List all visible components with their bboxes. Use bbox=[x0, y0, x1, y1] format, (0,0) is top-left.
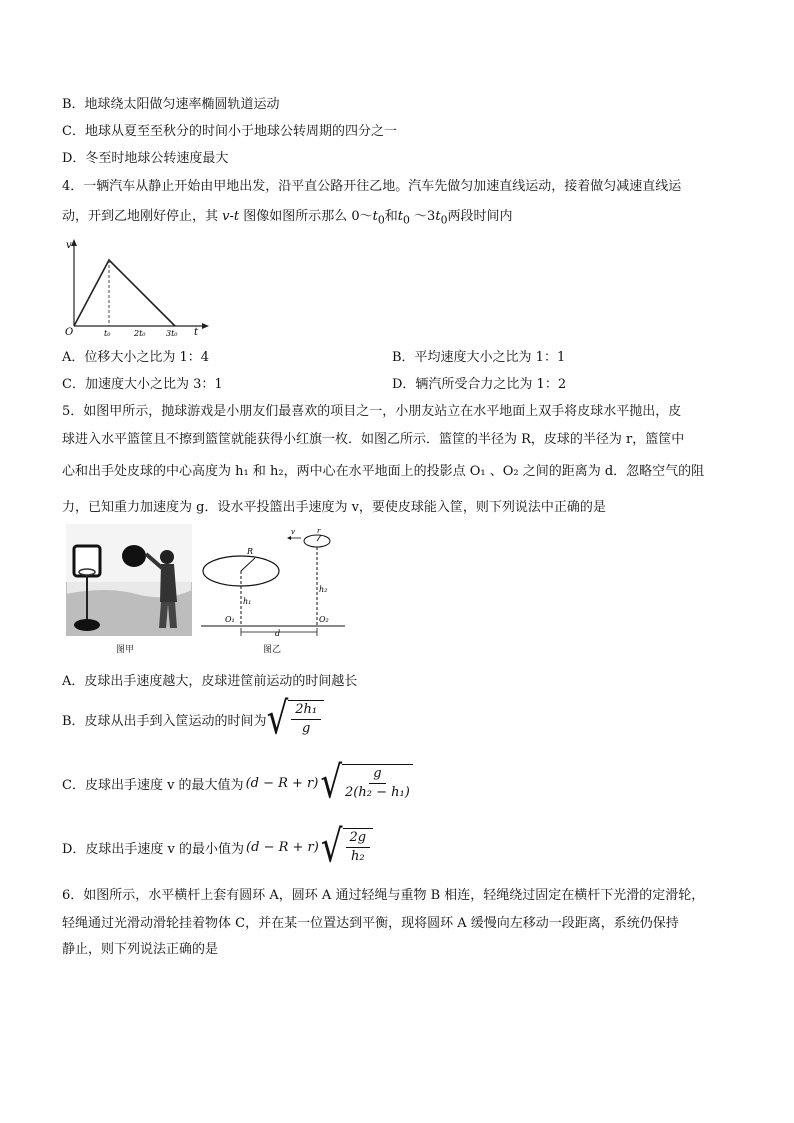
photo-ball bbox=[122, 545, 146, 567]
q4-option-d: D．辆汽所受合力之比为 1：2 bbox=[392, 377, 567, 392]
q4-vt-graph bbox=[62, 238, 212, 338]
q4-stem-line2: 动，开到乙地刚好停止，其 v-t 图像如图所示那么 $0\sim t_0$和$t_0$ $\sim 3t_0$两段时间内 bbox=[62, 209, 513, 227]
photo-base bbox=[74, 619, 100, 631]
q5-stem-line1: 5．如图甲所示，抛球游戏是小朋友们最喜欢的项目之一，小朋友站立在水平地面上双手将皮球水平抛出，皮 bbox=[62, 404, 682, 419]
q4-stem-line1: 4．一辆汽车从静止开始由甲地出发，沿平直公路开往乙地。汽车先做匀加速直线运动，接着做匀减速直线运 bbox=[62, 179, 682, 194]
q5-stem-line4: 力，已知重力加速度为 g．设水平投篮出手速度为 v，要使皮球能入筐，则下列说法中正确的是 bbox=[62, 500, 606, 515]
t-axis-arrow bbox=[202, 323, 209, 329]
q5-photo-figure bbox=[66, 524, 192, 636]
photo-child-head bbox=[160, 550, 174, 564]
q5-stem-line2: 球进入水平篮筐且不擦到篮筐就能获得小红旗一枚．如图乙所示．篮筐的半径为 R，皮球的半径为 r，篮筐中 bbox=[62, 432, 685, 447]
q6-stem-line2: 轻绳通过光滑动滑轮挂着物体 C，并在某一位置达到平衡，现将圆环 A 缓慢向左移动一段距离，系统仍保持 bbox=[62, 916, 679, 931]
q4-option-b: B．平均速度大小之比为 1：1 bbox=[392, 350, 566, 365]
q5-option-d: D．皮球出手速度 v 的最小值为 (d − R + r) √ $\frac{2g}{\text{h₂}}$ bbox=[62, 824, 373, 870]
tick-3t0: 3t₀ bbox=[166, 329, 178, 338]
q5-option-a: A．皮球出手速度越大，皮球进筐前运动的时间越长 bbox=[62, 674, 358, 689]
label-r: r bbox=[317, 527, 321, 535]
fig-label-yi: 图乙 bbox=[263, 645, 282, 655]
q6-stem-line1: 6．如图所示，水平横杆上套有圆环 A，圆环 A 通过轻绳与重物 B 相连，轻绳绕过固定在横杆下光滑的定滑轮， bbox=[62, 888, 705, 903]
label-h1: h₁ bbox=[243, 597, 252, 606]
vt-line bbox=[74, 260, 175, 326]
label-R: R bbox=[247, 547, 254, 556]
q3-option-d: D．冬至时地球公转速度最大 bbox=[62, 151, 229, 166]
sqrt-b: √ $\frac{\text{2h₁}}{g}$ bbox=[267, 700, 325, 738]
q5-option-c: C．皮球出手速度 v 的最大值为 (d − R + r) √ $\frac{g}{\text{2(h₂ − h₁)}}$ bbox=[62, 760, 413, 806]
label-O1: O₁ bbox=[225, 615, 235, 624]
q3-option-c: C．地球从夏至至秋分的时间小于地球公转周期的四分之一 bbox=[62, 124, 397, 139]
ball-radius bbox=[317, 535, 321, 541]
q5-option-b: B．皮球从出手到入筐运动的时间为 √ $\frac{\text{2h₁}}{g}$ bbox=[62, 698, 324, 740]
label-h2: h₂ bbox=[319, 585, 328, 594]
v-label: v bbox=[66, 240, 72, 251]
t-label: t bbox=[194, 327, 199, 338]
fig-label-jia: 图甲 bbox=[116, 645, 135, 655]
photo-backboard bbox=[74, 546, 100, 576]
basket-radius bbox=[241, 558, 255, 571]
tick-t0: t₀ bbox=[104, 329, 111, 338]
v-axis-arrow bbox=[71, 239, 77, 246]
q5-stem-line3: 心和出手处皮球的中心高度为 h₁ 和 h₂，两中心在水平地面上的投影点 O₁ 、O₂ 之间的距离为 d．忽略空气的阻 bbox=[62, 464, 705, 479]
q3-option-b: B．地球绕太阳做匀速率椭圆轨道运动 bbox=[62, 97, 280, 112]
label-O2: O₂ bbox=[319, 615, 329, 624]
q4-option-c: C．加速度大小之比为 3：1 bbox=[62, 377, 223, 392]
label-v: v bbox=[291, 528, 295, 536]
label-d: d bbox=[275, 629, 281, 638]
origin-label: O bbox=[65, 327, 74, 338]
q4-option-a: A．位移大小之比为 1：4 bbox=[62, 350, 210, 365]
photo-child-body bbox=[160, 564, 177, 602]
sqrt-d: √ $\frac{2g}{\text{h₂}}$ bbox=[321, 828, 373, 866]
sqrt-c: √ $\frac{g}{\text{2(h₂ − h₁)}}$ bbox=[320, 764, 412, 802]
q6-stem-line3: 静止，则下列说法正确的是 bbox=[62, 942, 219, 957]
tick-2t0: 2t₀ bbox=[134, 329, 146, 338]
q5-diagram-figure bbox=[195, 526, 347, 640]
